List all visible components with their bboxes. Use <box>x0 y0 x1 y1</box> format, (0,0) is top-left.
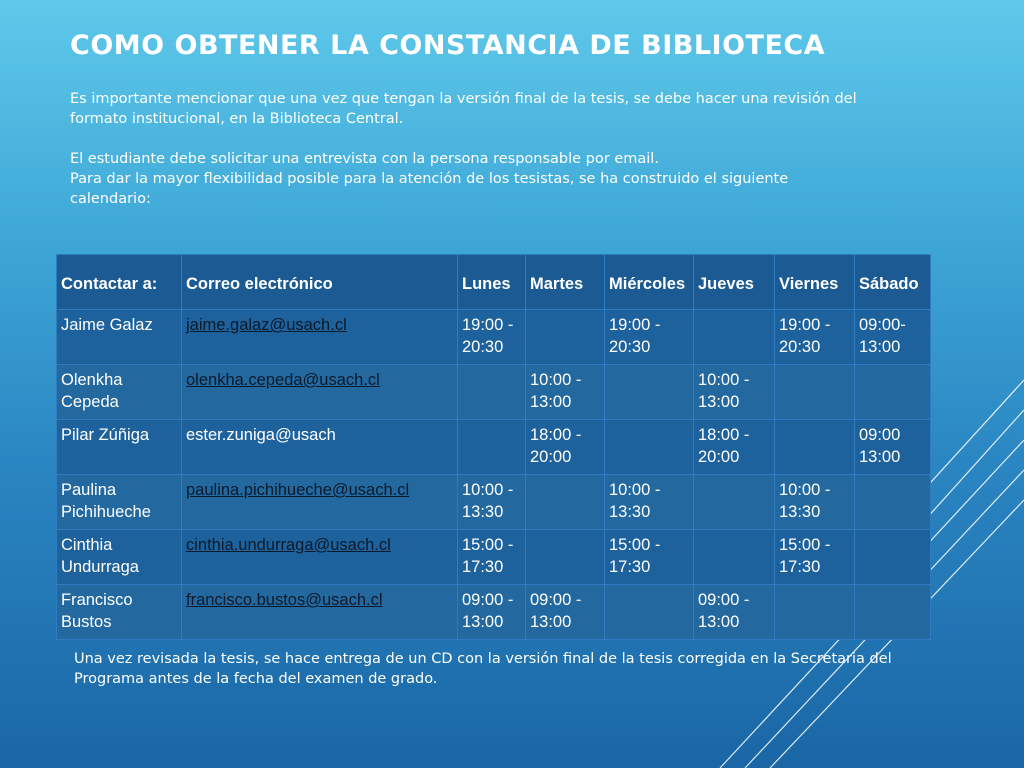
saturday-slot <box>855 475 931 530</box>
header-contact: Contactar a: <box>57 255 182 310</box>
wednesday-slot: 10:00 - 13:30 <box>605 475 694 530</box>
friday-slot <box>775 365 855 420</box>
wednesday-slot: 19:00 - 20:30 <box>605 310 694 365</box>
contact-name: Paulina Pichihueche <box>57 475 182 530</box>
saturday-slot: 09:00 13:00 <box>855 420 931 475</box>
intro-paragraph-1: Es importante mencionar que una vez que tengan la versión final de la tesis, se debe hacer una revisión del formato institucional, en la Biblioteca Central. <box>70 91 857 127</box>
tuesday-slot: 18:00 - 20:00 <box>526 420 605 475</box>
contact-name: Cinthia Undurraga <box>57 530 182 585</box>
contact-name: Francisco Bustos <box>57 585 182 640</box>
tuesday-slot: 09:00 - 13:00 <box>526 585 605 640</box>
header-thursday: Jueves <box>694 255 775 310</box>
saturday-slot <box>855 365 931 420</box>
tuesday-slot <box>526 530 605 585</box>
monday-slot: 15:00 - 17:30 <box>458 530 526 585</box>
header-friday: Viernes <box>775 255 855 310</box>
monday-slot: 09:00 - 13:00 <box>458 585 526 640</box>
tuesday-slot: 10:00 - 13:00 <box>526 365 605 420</box>
wednesday-slot: 15:00 - 17:30 <box>605 530 694 585</box>
thursday-slot <box>694 530 775 585</box>
tuesday-slot <box>526 475 605 530</box>
page-title: COMO OBTENER LA CONSTANCIA DE BIBLIOTECA <box>70 30 826 61</box>
wednesday-slot <box>605 420 694 475</box>
thursday-slot: 10:00 - 13:00 <box>694 365 775 420</box>
friday-slot <box>775 420 855 475</box>
email-link[interactable]: jaime.galaz@usach.cl <box>186 316 347 334</box>
closing-text: Una vez revisada la tesis, se hace entrega de un CD con la versión final de la tesis corregida en la Secretaria del Programa antes de la fecha del examen de grado. <box>74 651 892 687</box>
contact-email-cell <box>182 420 458 475</box>
table-row <box>57 310 931 365</box>
table-row <box>57 365 931 420</box>
wednesday-slot <box>605 585 694 640</box>
thursday-slot <box>694 310 775 365</box>
intro-paragraph-2: El estudiante debe solicitar una entrevista con la persona responsable por email. <box>70 151 659 167</box>
table-row <box>57 530 931 585</box>
contact-email-cell <box>182 310 458 365</box>
contact-email-cell <box>182 475 458 530</box>
monday-slot: 19:00 - 20:30 <box>458 310 526 365</box>
friday-slot: 19:00 - 20:30 <box>775 310 855 365</box>
header-wednesday: Miércoles <box>605 255 694 310</box>
thursday-slot: 18:00 - 20:00 <box>694 420 775 475</box>
schedule-table <box>56 254 931 640</box>
contact-name: Olenkha Cepeda <box>57 365 182 420</box>
saturday-slot: 09:00-13:00 <box>855 310 931 365</box>
saturday-slot <box>855 530 931 585</box>
monday-slot <box>458 365 526 420</box>
monday-slot <box>458 420 526 475</box>
tuesday-slot <box>526 310 605 365</box>
saturday-slot <box>855 585 931 640</box>
email-text: ester.zuniga@usach <box>186 426 336 444</box>
thursday-slot <box>694 475 775 530</box>
contact-email-cell <box>182 530 458 585</box>
table-row <box>57 420 931 475</box>
table-header-row <box>57 255 931 310</box>
contact-email-cell <box>182 585 458 640</box>
table-row <box>57 475 931 530</box>
table-row <box>57 585 931 640</box>
header-email: Correo electrónico <box>182 255 458 310</box>
contact-email-cell <box>182 365 458 420</box>
header-monday: Lunes <box>458 255 526 310</box>
monday-slot: 10:00 - 13:30 <box>458 475 526 530</box>
header-tuesday: Martes <box>526 255 605 310</box>
wednesday-slot <box>605 365 694 420</box>
intro-text <box>70 89 870 209</box>
contact-name: Pilar Zúñiga <box>57 420 182 475</box>
friday-slot <box>775 585 855 640</box>
intro-paragraph-3: Para dar la mayor flexibilidad posible para la atención de los tesistas, se ha construido el siguiente calendario: <box>70 171 789 207</box>
friday-slot: 15:00 - 17:30 <box>775 530 855 585</box>
email-link[interactable]: olenkha.cepeda@usach.cl <box>186 371 380 389</box>
contact-name: Jaime Galaz <box>57 310 182 365</box>
thursday-slot: 09:00 - 13:00 <box>694 585 775 640</box>
header-saturday: Sábado <box>855 255 931 310</box>
email-link[interactable]: cinthia.undurraga@usach.cl <box>186 536 391 554</box>
friday-slot: 10:00 - 13:30 <box>775 475 855 530</box>
email-link[interactable]: francisco.bustos@usach.cl <box>186 591 383 609</box>
email-link[interactable]: paulina.pichihueche@usach.cl <box>186 481 410 499</box>
